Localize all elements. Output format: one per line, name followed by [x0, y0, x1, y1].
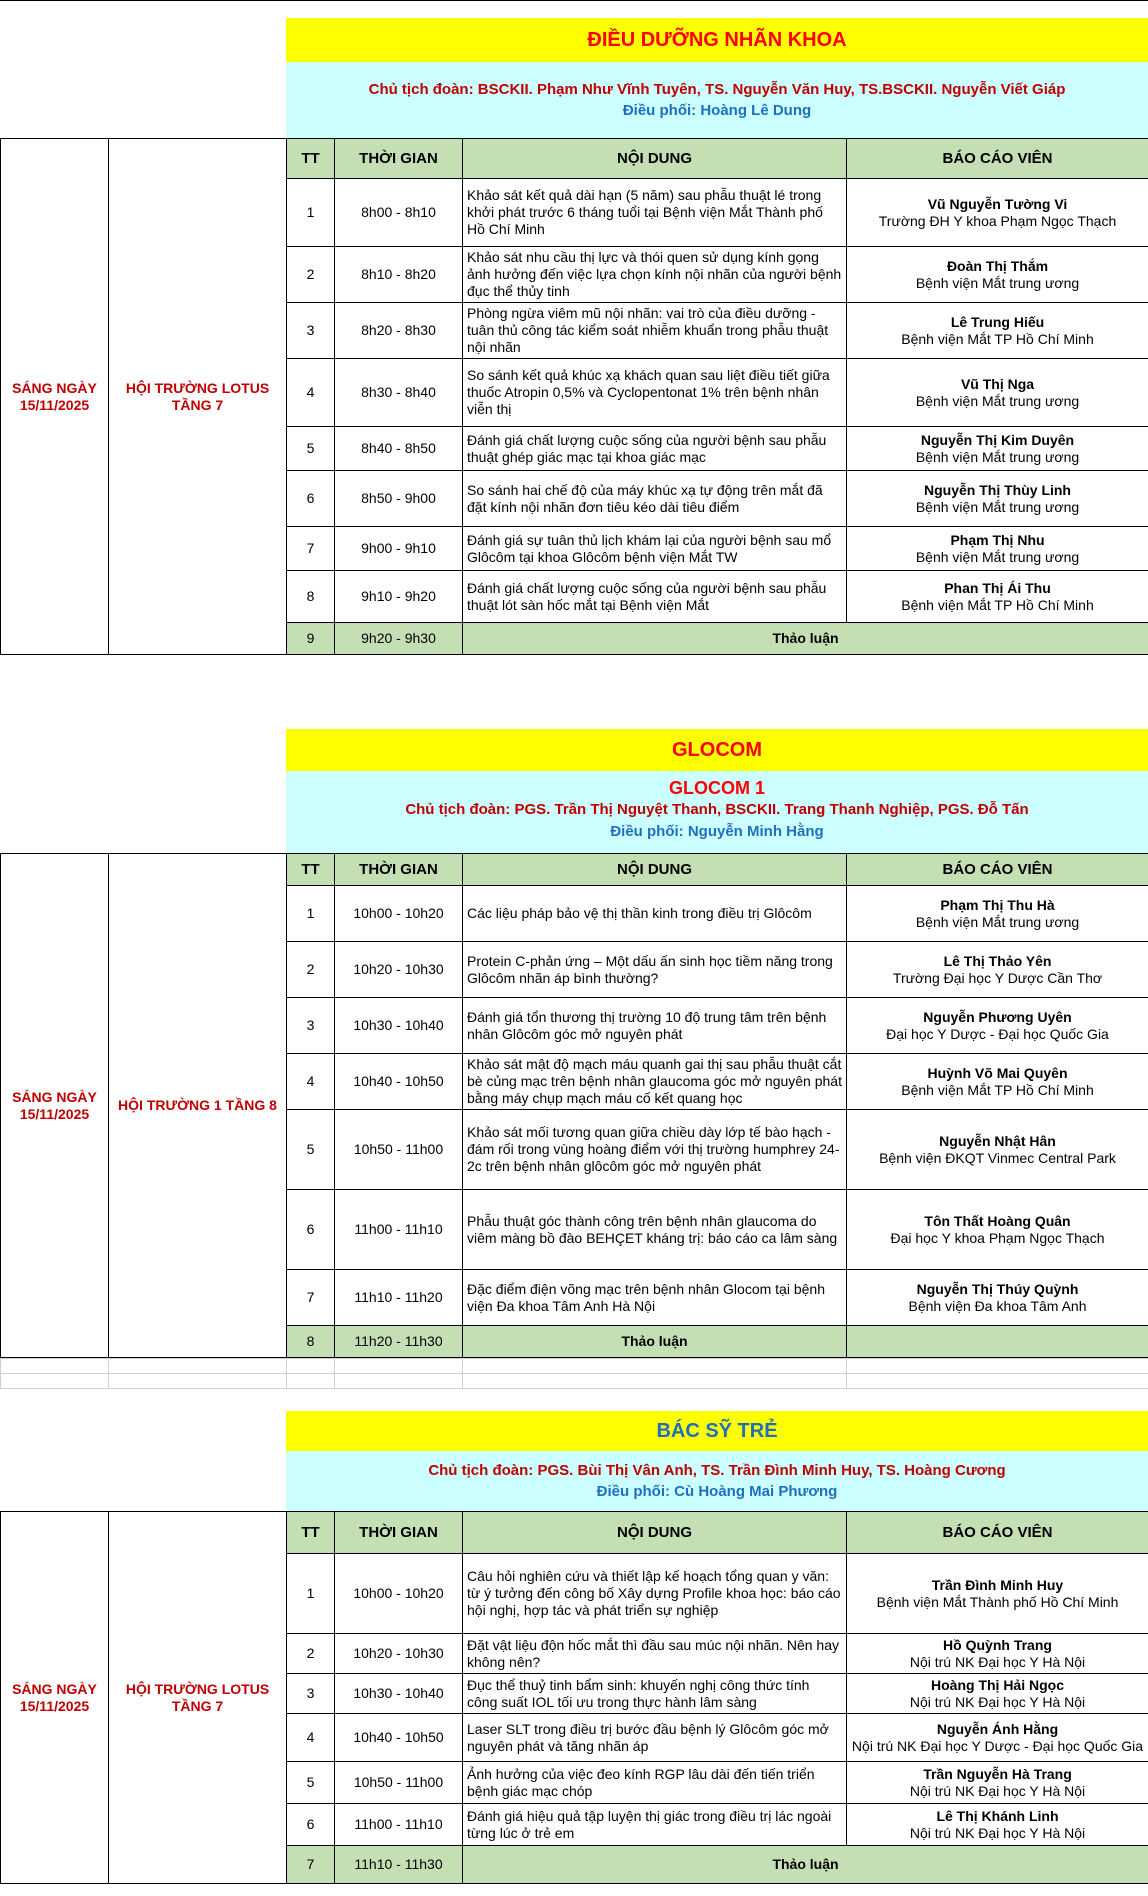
row-content: Khảo sát kết quả dài hạn (5 năm) sau phẫu thuật lé trong khởi phát trước 6 tháng tuổi tại Bệnh viện Mắt Thành phố Hồ Chí Minh — [463, 179, 847, 247]
speaker-name: Nguyễn Ánh Hằng — [936, 1720, 1059, 1737]
row-time: 8h00 - 8h10 — [335, 179, 463, 247]
speaker-organization: Bệnh viện Mắt trung ương — [915, 913, 1080, 930]
row-time: 8h30 - 8h40 — [335, 359, 463, 427]
speaker-name: Hồ Quỳnh Trang — [943, 1636, 1052, 1653]
row-time: 8h20 - 8h30 — [335, 303, 463, 359]
speaker-name: Huỳnh Võ Mai Quyên — [927, 1064, 1068, 1081]
row-content: Protein C-phản ứng – Một dấu ấn sinh học tiềm năng trong Glôcôm nhãn áp bình thường? — [463, 942, 847, 998]
row-content: Khảo sát nhu cầu thị lực và thói quen sử dụng kính gọng ảnh hưởng đến việc lựa chọn kính nội nhãn của người bệnh đục thể thủy tinh — [463, 247, 847, 303]
row-speaker — [847, 1110, 1148, 1190]
row-speaker — [847, 1804, 1148, 1846]
speaker-name: Nguyễn Phương Uyên — [923, 1008, 1072, 1025]
row-time: 8h50 - 9h00 — [335, 471, 463, 527]
row-speaker — [847, 471, 1148, 527]
row-time: 10h50 - 11h00 — [335, 1110, 463, 1190]
row-time: 8h40 - 8h50 — [335, 427, 463, 471]
speaker-organization: Nội trú NK Đại học Y Hà Nội — [909, 1653, 1086, 1670]
row-content: Đánh giá chất lượng cuộc sống của người bệnh sau phẫu thuật lót sàn hốc mắt tại Bệnh viện Mắt — [463, 571, 847, 623]
row-number: 4 — [287, 359, 335, 427]
row-time: 10h30 - 10h40 — [335, 1674, 463, 1714]
row-number: 7 — [287, 527, 335, 571]
row-time: 11h00 - 11h10 — [335, 1804, 463, 1846]
header-time: THỜI GIAN — [335, 1512, 463, 1554]
row-speaker — [847, 303, 1148, 359]
speaker-organization: Bệnh viện Mắt Thành phố Hồ Chí Minh — [876, 1593, 1119, 1610]
discussion-label: Thảo luận — [463, 1326, 847, 1358]
header-speaker: BÁO CÁO VIÊN — [847, 139, 1148, 179]
header-content: NỘI DUNG — [463, 139, 847, 179]
row-content: Phẫu thuật góc thành công trên bệnh nhân glaucoma do viêm màng bồ đào BEHÇET kháng trị: báo cáo ca lâm sàng — [463, 1190, 847, 1270]
speaker-organization: Nội trú NK Đại học Y Dược - Đại học Quốc Gia — [851, 1737, 1144, 1754]
session-2-subtitle: GLOCOM 1 — [668, 778, 765, 798]
speaker-name: Lê Thị Khánh Linh — [936, 1807, 1059, 1824]
row-number: 7 — [287, 1270, 335, 1326]
header-tt: TT — [287, 854, 335, 886]
row-speaker — [847, 527, 1148, 571]
session-3-table — [0, 1511, 1148, 1884]
row-time: 10h40 - 10h50 — [335, 1054, 463, 1110]
row-number: 6 — [287, 471, 335, 527]
row-number: 4 — [287, 1054, 335, 1110]
row-number: 5 — [287, 1762, 335, 1804]
session-2-table — [0, 853, 1148, 1358]
row-speaker — [847, 886, 1148, 942]
speaker-name: Lê Thị Thảo Yên — [943, 952, 1052, 969]
row-time: 10h50 - 11h00 — [335, 1762, 463, 1804]
row-time: 10h00 - 10h20 — [335, 1554, 463, 1634]
session-date: SÁNG NGÀY 15/11/2025 — [1, 139, 109, 655]
speaker-name: Phan Thị Ái Thu — [944, 579, 1051, 596]
row-number: 5 — [287, 1110, 335, 1190]
discussion-label: Thảo luận — [463, 1846, 1148, 1884]
row-content: Khảo sát mật độ mạch máu quanh gai thị sau phẫu thuật cắt bè củng mạc trên bệnh nhân glaucoma góc mở nguyên phát bằng máy chụp mạch máu cố kết quang học — [463, 1054, 847, 1110]
session-room: HỘI TRƯỜNG LOTUS TẦNG 7 — [109, 1512, 287, 1884]
row-number: 1 — [287, 179, 335, 247]
row-content: Đánh giá sự tuân thủ lịch khám lại của người bệnh sau mổ Glôcôm tại khoa Glôcôm bệnh viện Mắt TW — [463, 527, 847, 571]
row-content: Câu hỏi nghiên cứu và thiết lập kế hoạch tổng quan y văn: từ ý tưởng đến công bố Xây dựng Profile khoa học: báo cáo hội nghị, hợp tác và phát triển sự nghiệp — [463, 1554, 847, 1634]
row-time: 10h20 - 10h30 — [335, 942, 463, 998]
speaker-organization: Bệnh viện Mắt trung ương — [915, 448, 1080, 465]
row-number: 5 — [287, 427, 335, 471]
row-number: 3 — [287, 1674, 335, 1714]
speaker-organization: Đại học Y Dược - Đại học Quốc Gia — [886, 1025, 1109, 1042]
top-border — [0, 0, 1148, 1]
speaker-organization: Bệnh viện Mắt trung ương — [915, 392, 1080, 409]
row-content: Ảnh hưởng của việc đeo kính RGP lâu dài đến tiến triển bệnh giác mạc chóp — [463, 1762, 847, 1804]
row-speaker — [847, 427, 1148, 471]
row-time: 10h00 - 10h20 — [335, 886, 463, 942]
header-content: NỘI DUNG — [463, 854, 847, 886]
speaker-organization: Bệnh viện Mắt trung ương — [915, 498, 1080, 515]
session-date: SÁNG NGÀY 15/11/2025 — [1, 854, 109, 1358]
row-time: 10h20 - 10h30 — [335, 1634, 463, 1674]
header-row — [1, 139, 1148, 179]
row-content: Các liệu pháp bảo vệ thị thần kinh trong điều trị Glôcôm — [463, 886, 847, 942]
speaker-organization: Bệnh viện ĐKQT Vinmec Central Park — [879, 1149, 1116, 1166]
speaker-name: Vũ Thị Nga — [960, 375, 1035, 392]
discussion-number: 8 — [287, 1326, 335, 1358]
speaker-organization: Bệnh viện Mắt trung ương — [915, 274, 1080, 291]
session-3-chairs: Chủ tịch đoàn: PGS. Bùi Thị Vân Anh, TS. Trần Đình Minh Huy, TS. Hoàng Cương — [428, 1462, 1006, 1479]
spacer-rows — [0, 1358, 1148, 1389]
row-speaker — [847, 1270, 1148, 1326]
session-room: HỘI TRƯỜNG 1 TẦNG 8 — [109, 854, 287, 1358]
session-2-title: GLOCOM — [286, 729, 1148, 771]
speaker-name: Đoàn Thị Thắm — [946, 257, 1049, 274]
row-content: Khảo sát mối tương quan giữa chiều dày lớp tế bào hạch - đám rối trong vùng hoàng điểm với thị trường humphrey 24-2c trên bệnh nhân glôcôm góc mở nguyên phát — [463, 1110, 847, 1190]
row-number: 3 — [287, 998, 335, 1054]
speaker-name: Nguyễn Thị Thùy Linh — [924, 481, 1071, 498]
discussion-number: 7 — [287, 1846, 335, 1884]
row-number: 4 — [287, 1714, 335, 1762]
row-content: Đặt vật liệu độn hốc mắt thì đầu sau múc nội nhãn. Nên hay không nên? — [463, 1634, 847, 1674]
header-row — [1, 1512, 1148, 1554]
session-1-chairs: Chủ tịch đoàn: BSCKII. Phạm Như Vĩnh Tuyên, TS. Nguyễn Văn Huy, TS.BSCKII. Nguyễn Viết Giáp — [368, 81, 1066, 98]
row-speaker — [847, 1054, 1148, 1110]
row-speaker — [847, 247, 1148, 303]
speaker-organization: Bệnh viện Mắt TP Hồ Chí Minh — [901, 596, 1094, 613]
row-speaker — [847, 1714, 1148, 1762]
row-time: 9h00 - 9h10 — [335, 527, 463, 571]
speaker-organization: Bệnh viện Mắt trung ương — [915, 548, 1080, 565]
header-speaker: BÁO CÁO VIÊN — [847, 1512, 1148, 1554]
discussion-time: 11h10 - 11h30 — [335, 1846, 463, 1884]
row-speaker — [847, 998, 1148, 1054]
row-number: 2 — [287, 1634, 335, 1674]
header-row — [1, 854, 1148, 886]
row-time: 10h30 - 10h40 — [335, 998, 463, 1054]
session-1-coordinator: Điều phối: Hoàng Lê Dung — [622, 102, 812, 119]
row-time: 11h00 - 11h10 — [335, 1190, 463, 1270]
session-1-table — [0, 138, 1148, 655]
row-number: 6 — [287, 1190, 335, 1270]
speaker-name: Lê Trung Hiếu — [950, 313, 1045, 330]
row-number: 1 — [287, 886, 335, 942]
row-time: 8h10 - 8h20 — [335, 247, 463, 303]
row-speaker — [847, 942, 1148, 998]
speaker-name: Trần Nguyễn Hà Trang — [923, 1765, 1072, 1782]
header-tt: TT — [287, 1512, 335, 1554]
header-content: NỘI DUNG — [463, 1512, 847, 1554]
row-time: 9h10 - 9h20 — [335, 571, 463, 623]
speaker-organization: Trường Đại học Y Dược Cần Thơ — [892, 969, 1103, 986]
row-time: 10h40 - 10h50 — [335, 1714, 463, 1762]
discussion-number: 9 — [287, 623, 335, 655]
session-3-coordinator: Điều phối: Cù Hoàng Mai Phương — [596, 1483, 838, 1500]
speaker-organization: Đại học Y khoa Phạm Ngọc Thạch — [890, 1229, 1105, 1246]
speaker-name: Nguyễn Nhật Hân — [939, 1132, 1056, 1149]
session-1-info — [286, 62, 1148, 138]
row-content: Đánh giá chất lượng cuộc sống của người bệnh sau phẫu thuật ghép giác mạc tại khoa giác mạc — [463, 427, 847, 471]
session-1-title: ĐIỀU DƯỠNG NHÃN KHOA — [286, 18, 1148, 62]
row-speaker — [847, 1762, 1148, 1804]
row-content: So sánh hai chế độ của máy khúc xạ tự động trên mắt đã đặt kính nội nhãn đơn tiêu kéo dài tiêu điểm — [463, 471, 847, 527]
speaker-organization: Bệnh viện Mắt TP Hồ Chí Minh — [901, 1081, 1094, 1098]
row-content: Laser SLT trong điều trị bước đầu bệnh lý Glôcôm góc mở nguyên phát và tăng nhãn áp — [463, 1714, 847, 1762]
row-speaker — [847, 359, 1148, 427]
row-speaker — [847, 1554, 1148, 1634]
speaker-organization: Nội trú NK Đại học Y Hà Nội — [909, 1824, 1086, 1841]
row-number: 3 — [287, 303, 335, 359]
speaker-name: Hoàng Thị Hải Ngọc — [931, 1676, 1064, 1693]
speaker-name: Tôn Thất Hoàng Quân — [924, 1212, 1071, 1229]
speaker-name: Trần Đình Minh Huy — [931, 1576, 1064, 1593]
speaker-organization: Nội trú NK Đại học Y Hà Nội — [909, 1693, 1086, 1710]
row-content: Đặc điểm điện võng mạc trên bệnh nhân Glocom tại bệnh viện Đa khoa Tâm Anh Hà Nội — [463, 1270, 847, 1326]
row-speaker — [847, 571, 1148, 623]
discussion-time: 9h20 - 9h30 — [335, 623, 463, 655]
session-3-title: BÁC SỸ TRẺ — [286, 1411, 1148, 1451]
row-speaker — [847, 1634, 1148, 1674]
row-number: 1 — [287, 1554, 335, 1634]
speaker-name: Vũ Nguyễn Tường Vi — [927, 195, 1068, 212]
session-date: SÁNG NGÀY 15/11/2025 — [1, 1512, 109, 1884]
speaker-name: Phạm Thị Thu Hà — [940, 896, 1055, 913]
row-speaker — [847, 1190, 1148, 1270]
discussion-speaker-empty — [847, 1326, 1148, 1358]
session-2-chairs: Chủ tịch đoàn: PGS. Trần Thị Nguyệt Thanh, BSCKII. Trang Thanh Nghiệp, PGS. Đỗ Tấn — [405, 801, 1029, 818]
discussion-label: Thảo luận — [463, 623, 1148, 655]
row-number: 2 — [287, 247, 335, 303]
row-content: Phòng ngừa viêm mũ nội nhãn: vai trò của điều dưỡng - tuân thủ công tác kiểm soát nhiễm khuẩn trong phẫu thuật nội nhãn — [463, 303, 847, 359]
speaker-organization: Trường ĐH Y khoa Phạm Ngọc Thạch — [878, 212, 1117, 229]
row-speaker — [847, 1674, 1148, 1714]
header-time: THỜI GIAN — [335, 139, 463, 179]
row-content: Đục thể thuỷ tinh bẩm sinh: khuyến nghị công thức tính công suất IOL tối ưu trong thực hành lâm sàng — [463, 1674, 847, 1714]
row-content: Đánh giá tổn thương thị trường 10 độ trung tâm trên bệnh nhân Glôcôm góc mở nguyên phát — [463, 998, 847, 1054]
row-number: 8 — [287, 571, 335, 623]
speaker-organization: Bệnh viện Đa khoa Tâm Anh — [908, 1297, 1087, 1314]
speaker-organization: Nội trú NK Đại học Y Hà Nội — [909, 1782, 1086, 1799]
row-number: 6 — [287, 1804, 335, 1846]
discussion-time: 11h20 - 11h30 — [335, 1326, 463, 1358]
session-3-info — [286, 1451, 1148, 1511]
row-content: Đánh giá hiệu quả tập luyện thị giác trong điều trị lác ngoài từng lúc ở trẻ em — [463, 1804, 847, 1846]
speaker-name: Nguyễn Thị Thúy Quỳnh — [916, 1280, 1079, 1297]
row-number: 2 — [287, 942, 335, 998]
speaker-organization: Bệnh viện Mắt TP Hồ Chí Minh — [901, 330, 1094, 347]
header-tt: TT — [287, 139, 335, 179]
session-room: HỘI TRƯỜNG LOTUS TẦNG 7 — [109, 139, 287, 655]
session-2-coordinator: Điều phối: Nguyễn Minh Hằng — [610, 823, 824, 840]
session-2-info — [286, 771, 1148, 853]
row-time: 11h10 - 11h20 — [335, 1270, 463, 1326]
row-content: So sánh kết quả khúc xạ khách quan sau liệt điều tiết giữa thuốc Atropin 0,5% và Cyclopentonat 1% trên bệnh nhân viễn thị — [463, 359, 847, 427]
row-speaker — [847, 179, 1148, 247]
header-speaker: BÁO CÁO VIÊN — [847, 854, 1148, 886]
speaker-name: Nguyễn Thị Kim Duyên — [920, 431, 1075, 448]
speaker-name: Phạm Thị Nhu — [950, 531, 1045, 548]
header-time: THỜI GIAN — [335, 854, 463, 886]
